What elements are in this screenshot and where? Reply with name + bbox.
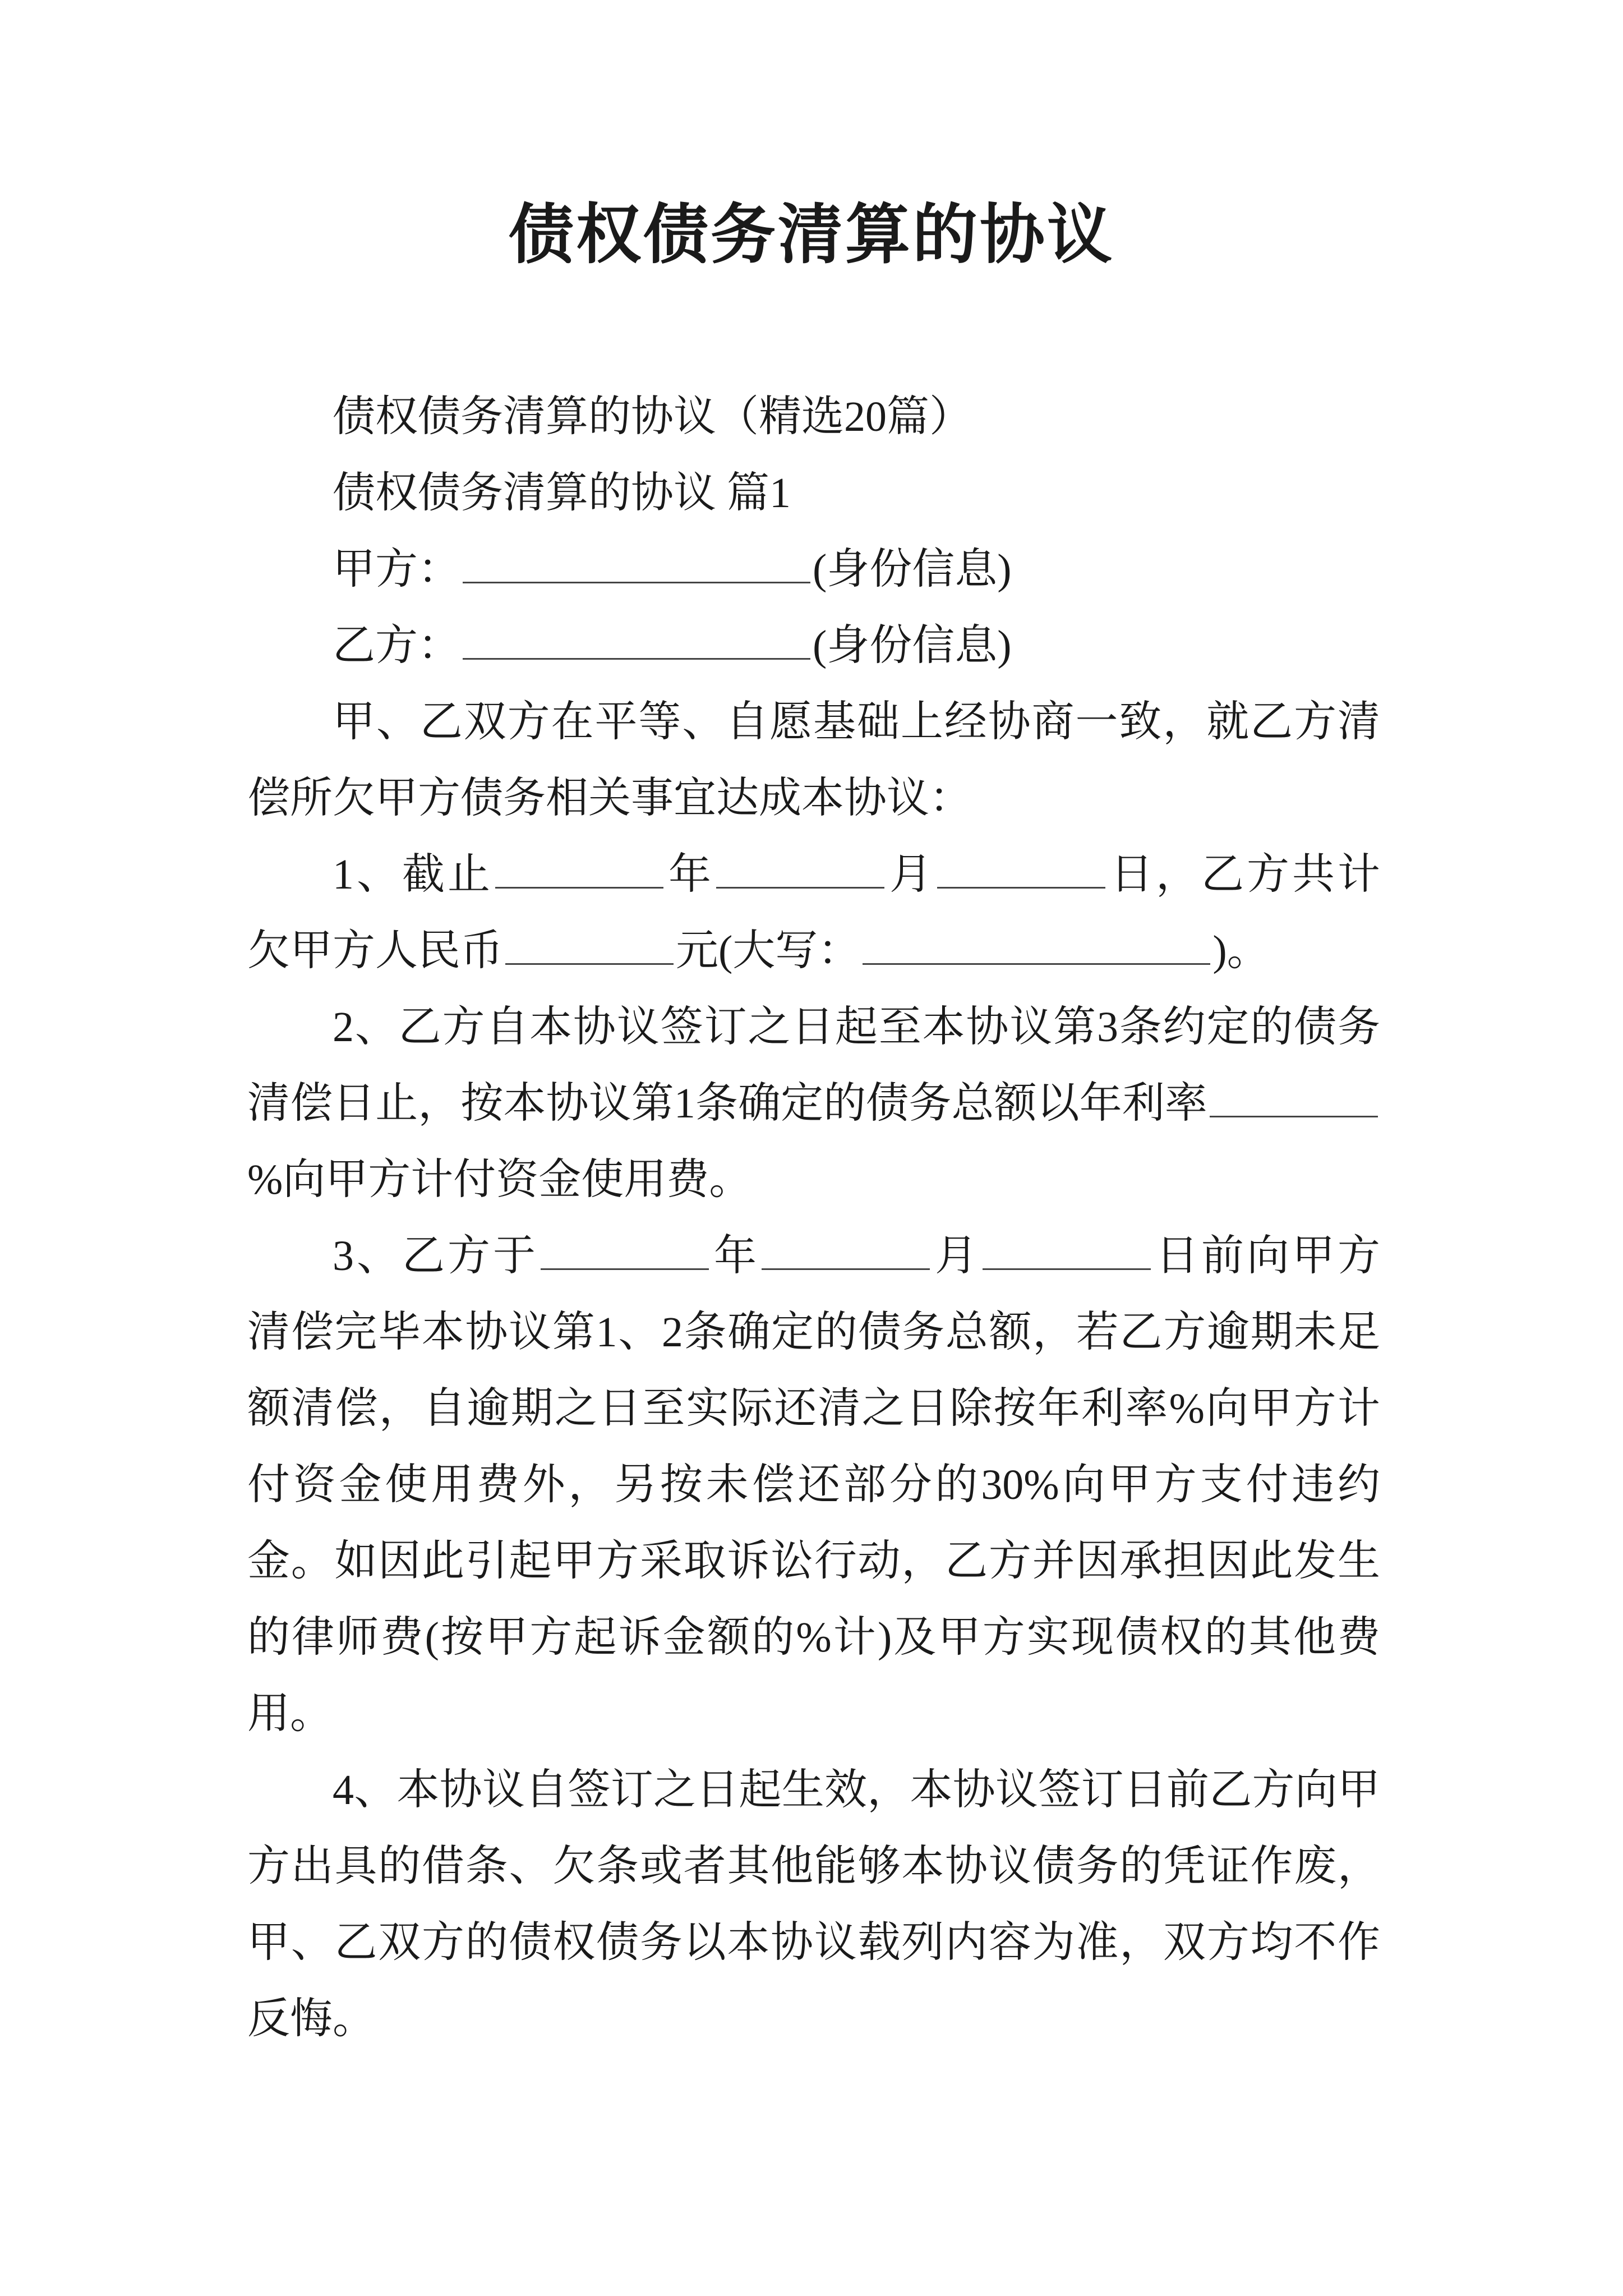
- clause-1-year-blank[interactable]: [495, 843, 663, 889]
- clause-1-text-e: 元(大写：: [676, 927, 861, 974]
- party-b-suffix: (身份信息): [813, 622, 1012, 669]
- clause-1-text-a: 1、截止: [333, 851, 493, 898]
- party-a-blank[interactable]: [463, 538, 810, 583]
- clause-1: [247, 836, 1380, 989]
- clause-1-text-d: 日，乙方共计欠甲方人民币: [247, 851, 1380, 974]
- document-subtitle: 债权债务清算的协议（精选20篇）: [333, 393, 972, 440]
- clause-3-text-b: 年: [711, 1232, 759, 1280]
- clause-1-text-c: 月: [887, 851, 935, 898]
- clause-3-day-blank[interactable]: [983, 1225, 1151, 1270]
- clause-1-text-b: 年: [666, 851, 714, 898]
- document-body: [247, 379, 1380, 2057]
- clause-3: [247, 1218, 1380, 1752]
- clause-2-text-a: 2、乙方自本协议签订之日起至本协议第3条约定的债务清偿日止，按本协议第1条确定的债务总额以年利率: [247, 1004, 1380, 1127]
- clause-1-amount-blank[interactable]: [505, 919, 674, 965]
- party-b-label: 乙方：: [333, 622, 460, 669]
- party-a-label: 甲方：: [333, 546, 460, 593]
- clause-3-text-c: 月: [932, 1232, 980, 1280]
- party-a-line: [247, 531, 1380, 608]
- intro-paragraph: 甲、乙双方在平等、自愿基础上经协商一致，就乙方清偿所欠甲方债务相关事宜达成本协议：: [247, 698, 1380, 822]
- party-b-line: [247, 608, 1380, 684]
- clause-3-year-blank[interactable]: [541, 1225, 709, 1270]
- clause-2-text-b: %向甲方计付资金使用费。: [247, 1156, 752, 1203]
- clause-3-text-d: 日前向甲方清偿完毕本协议第1、2条确定的债务总额，若乙方逾期未足额清偿，自逾期之日至实际还清之日除按年利率%向甲方计付资金使用费外，另按未偿还部分的30%向甲方支付违约金。如因此引起甲方采取诉讼行动，乙方并因承担因此发生的律师费(按甲方起诉金额的%计)及甲方实现债权的其他费用。: [247, 1232, 1380, 1737]
- document-title: 债权债务清算的协议: [509, 200, 1114, 272]
- party-a-suffix: (身份信息): [813, 546, 1012, 593]
- clause-1-amount-words-blank[interactable]: [863, 919, 1210, 965]
- clause-2-rate-blank[interactable]: [1210, 1072, 1378, 1117]
- clause-1-month-blank[interactable]: [716, 843, 884, 889]
- clause-3-month-blank[interactable]: [762, 1225, 930, 1270]
- clause-1-day-blank[interactable]: [937, 843, 1105, 889]
- section-heading: 债权债务清算的协议 篇1: [333, 470, 791, 517]
- party-b-blank[interactable]: [463, 614, 810, 660]
- clause-2: [247, 989, 1380, 1218]
- clause-4: 4、本协议自签订之日起生效，本协议签订日前乙方向甲方出具的借条、欠条或者其他能够本协议债务的凭证作废，甲、乙双方的债权债务以本协议载列内容为准，双方均不作反悔。: [247, 1766, 1380, 2042]
- clause-3-text-a: 3、乙方于: [333, 1232, 538, 1280]
- clause-1-text-f: )。: [1212, 927, 1270, 974]
